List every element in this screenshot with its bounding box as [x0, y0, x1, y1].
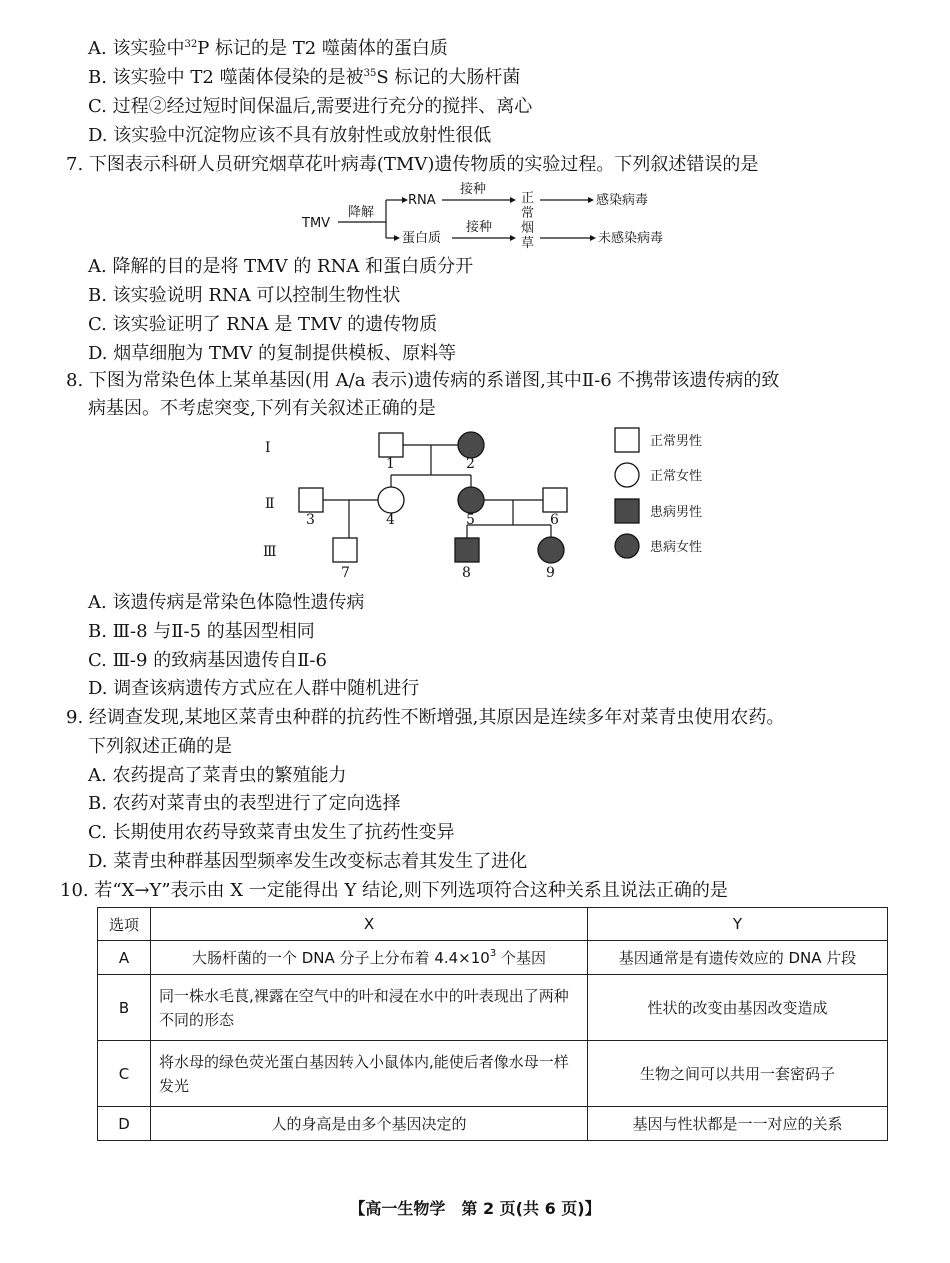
q8-option-d: D. 调查该病遗传方式应在人群中随机进行	[88, 678, 420, 699]
table-header-row	[98, 908, 888, 941]
individual-number: 3	[306, 512, 315, 528]
q7-option-a: A. 降解的目的是将 TMV 的 RNA 和蛋白质分开	[88, 256, 474, 277]
individual-number: 4	[386, 512, 395, 528]
q9-stem-line1: 9. 经调查发现,某地区菜青虫种群的抗药性不断增强,其原因是连续多年对菜青虫使用农药。	[66, 707, 785, 728]
row-y: 基因通常是有遗传效应的 DNA 片段	[588, 941, 888, 975]
row-y: 性状的改变由基因改变造成	[588, 975, 888, 1041]
q7-option-b: B. 该实验说明 RNA 可以控制生物性状	[88, 285, 401, 306]
pedigree-chart	[255, 420, 600, 580]
individual-number: 2	[466, 456, 475, 472]
individual-number: 7	[341, 565, 350, 580]
individual-8-affected-male	[455, 538, 479, 562]
legend-label: 正常女性	[650, 469, 703, 484]
q8-option-a: A. 该遗传病是常染色体隐性遗传病	[88, 592, 365, 613]
q9-option-c: C. 长期使用农药导致菜青虫发生了抗药性变异	[88, 822, 455, 843]
q10-stem: 10. 若“X→Y”表示由 X 一定能得出 Y 结论,则下列选项符合这种关系且说法正确的是	[60, 880, 728, 901]
q7-option-d: D. 烟草细胞为 TMV 的复制提供模板、原料等	[88, 343, 457, 364]
row-label: A	[98, 941, 151, 975]
q10-table	[97, 907, 888, 1141]
table-row	[98, 1041, 888, 1107]
q9-option-b: B. 农药对菜青虫的表型进行了定向选择	[88, 793, 401, 814]
inoculate-label-1: 接种	[460, 182, 487, 197]
table-row	[98, 975, 888, 1041]
arrow-head	[394, 235, 400, 241]
q7-option-c: C. 该实验证明了 RNA 是 TMV 的遗传物质	[88, 314, 438, 335]
individual-2-affected-female	[458, 432, 484, 458]
row-x: 同一株水毛茛,裸露在空气中的叶和浸在水中的叶表现出了两种不同的形态	[151, 975, 588, 1041]
q9-stem-line2: 下列叙述正确的是	[88, 736, 232, 757]
row-label: D	[98, 1107, 151, 1141]
q9-option-a: A. 农药提高了菜青虫的繁殖能力	[88, 765, 347, 786]
plant-char: 烟	[521, 221, 535, 236]
q9-option-d: D. 菜青虫种群基因型频率发生改变标志着其发生了进化	[88, 851, 528, 872]
individual-1-normal-male	[379, 433, 403, 457]
row-y: 生物之间可以共用一套密码子	[588, 1041, 888, 1107]
q8-option-c: C. Ⅲ-9 的致病基因遗传自Ⅱ-6	[88, 650, 327, 671]
legend-label: 患病男性	[650, 505, 703, 520]
individual-3-normal-male	[299, 488, 323, 512]
generation-label: Ⅰ	[265, 440, 271, 456]
table-row	[98, 941, 888, 975]
legend-label: 患病女性	[650, 540, 703, 555]
pedigree-legend	[612, 425, 742, 565]
arrow-head	[510, 197, 516, 203]
q8-option-b: B. Ⅲ-8 与Ⅱ-5 的基因型相同	[88, 621, 315, 642]
result-label-1: 感染病毒	[596, 193, 649, 208]
legend-affected-female-icon	[615, 534, 639, 558]
arrow-head	[510, 235, 516, 241]
q8-stem-line1: 8. 下图为常染色体上某单基因(用 A/a 表示)遗传病的系谱图,其中Ⅱ-6 不携带该遗传病的致	[66, 370, 780, 391]
plant-char: 正	[521, 191, 535, 206]
degrade-label: 降解	[348, 205, 375, 220]
individual-number: 9	[546, 565, 555, 580]
tmv-experiment-diagram	[296, 180, 696, 250]
header-option: 选项	[98, 908, 151, 941]
individual-number: 1	[386, 456, 395, 472]
table-row	[98, 1107, 888, 1141]
result-label-2: 未感染病毒	[598, 231, 664, 246]
header-y: Y	[588, 908, 888, 941]
arrow-head	[588, 197, 594, 203]
legend-normal-female-icon	[615, 463, 639, 487]
q8-stem-line2: 病基因。不考虑突变,下列有关叙述正确的是	[88, 398, 436, 419]
row-x: 人的身高是由多个基因决定的	[151, 1107, 588, 1141]
generation-label: Ⅲ	[263, 544, 277, 560]
arrow-head	[590, 235, 596, 241]
header-x: X	[151, 908, 588, 941]
q6-option-d: D. 该实验中沉淀物应该不具有放射性或放射性很低	[88, 125, 492, 146]
legend-label: 正常男性	[650, 434, 703, 449]
rna-label: RNA	[408, 193, 436, 208]
plant-char: 草	[521, 236, 535, 250]
q6-option-b: B. 该实验中 T2 噬菌体侵染的是被$^{35}$S 标记的大肠杆菌	[88, 67, 521, 88]
individual-number: 8	[462, 565, 471, 580]
row-x: 大肠杆菌的一个 DNA 分子上分布着 $4.4\times 10^3$ 个基因	[151, 941, 588, 975]
individual-number: 5	[466, 512, 475, 528]
legend-normal-male-icon	[615, 428, 639, 452]
individual-9-affected-female	[538, 537, 564, 563]
individual-4-normal-female	[378, 487, 404, 513]
row-label: C	[98, 1041, 151, 1107]
plant-char: 常	[521, 206, 535, 221]
q7-stem: 7. 下图表示科研人员研究烟草花叶病毒(TMV)遗传物质的实验过程。下列叙述错误的是	[66, 154, 759, 175]
tmv-label: TMV	[302, 216, 331, 231]
legend-affected-male-icon	[615, 499, 639, 523]
individual-5-affected-female	[458, 487, 484, 513]
row-label: B	[98, 975, 151, 1041]
generation-label: Ⅱ	[265, 496, 275, 512]
q6-option-c: C. 过程②经过短时间保温后,需要进行充分的搅拌、离心	[88, 96, 533, 117]
individual-number: 6	[550, 512, 559, 528]
row-x: 将水母的绿色荧光蛋白基因转入小鼠体内,能使后者像水母一样发光	[151, 1041, 588, 1107]
individual-7-normal-male	[333, 538, 357, 562]
inoculate-label-2: 接种	[466, 220, 493, 235]
individual-6-normal-male	[543, 488, 567, 512]
page-footer: 【高一生物学 第 2 页(共 6 页)】	[349, 1199, 601, 1218]
q6-option-a: A. 该实验中$^{32}$P 标记的是 T2 噬菌体的蛋白质	[88, 38, 448, 59]
protein-label: 蛋白质	[402, 231, 442, 246]
row-y: 基因与性状都是一一对应的关系	[588, 1107, 888, 1141]
